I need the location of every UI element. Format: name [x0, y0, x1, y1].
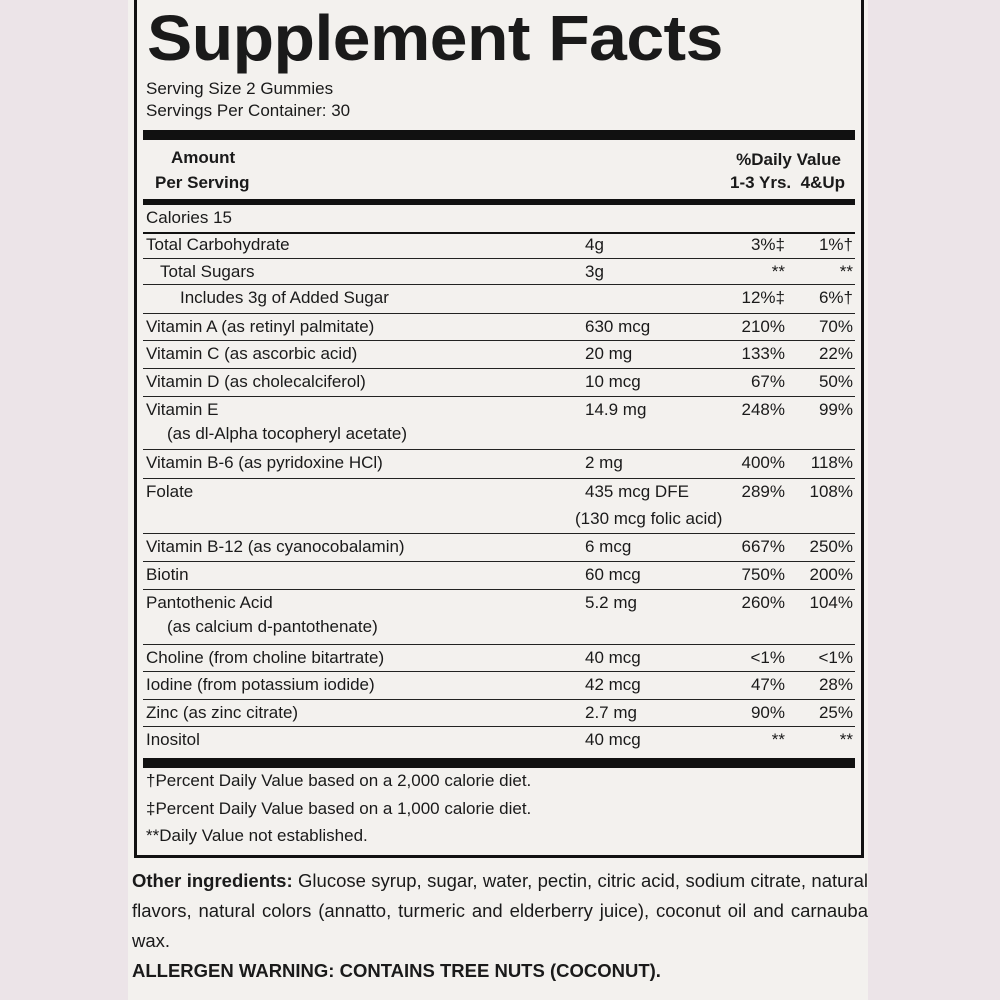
nutrient-source: (as dl-Alpha tocopheryl acetate)	[167, 424, 408, 443]
daily-value-1-3yrs: 90%	[750, 703, 785, 722]
nutrient-row	[143, 369, 855, 397]
daily-value-1-3yrs: 210%	[741, 317, 785, 336]
nutrient-name: Vitamin E	[146, 400, 219, 419]
daily-value-4up: 70%	[818, 317, 853, 336]
nutrient-name: Vitamin D (as cholecalciferol)	[146, 372, 366, 391]
daily-value-4up: 28%	[818, 675, 853, 694]
daily-value-1-3yrs: 12%‡	[741, 288, 785, 307]
thick-divider-header	[143, 199, 855, 205]
servings-per-container: Servings Per Container: 30	[146, 101, 351, 120]
daily-value-1-3yrs: 133%	[741, 344, 785, 363]
footnote-1: †Percent Daily Value based on a 2,000 calorie diet.	[146, 771, 532, 790]
nutrient-source: (as calcium d-pantothenate)	[167, 617, 378, 636]
nutrient-row	[143, 672, 855, 700]
nutrient-row	[143, 562, 855, 590]
daily-value-1-3yrs: 289%	[741, 482, 785, 501]
daily-value-4up: <1%	[818, 648, 853, 667]
other-ingredients	[132, 866, 868, 956]
nutrient-amount-detail: (130 mcg folic acid)	[575, 509, 723, 528]
nutrient-name: Vitamin B-12 (as cyanocobalamin)	[146, 537, 405, 556]
thick-divider-top	[143, 130, 855, 140]
daily-value-4up: 200%	[809, 565, 853, 584]
allergen-warning: ALLERGEN WARNING: CONTAINS TREE NUTS (COCONUT).	[132, 960, 661, 981]
nutrient-amount: 3g	[585, 262, 604, 281]
daily-value-4up: 108%	[809, 482, 853, 501]
nutrient-name: Folate	[146, 482, 194, 501]
daily-value-1-3yrs: 750%	[741, 565, 785, 584]
nutrient-amount: 435 mcg DFE	[585, 482, 689, 501]
daily-value-4up: 6%†	[818, 288, 853, 307]
daily-value-1-3yrs: **	[771, 262, 785, 281]
daily-value-1-3yrs: 47%	[750, 675, 785, 694]
daily-value-4up: 22%	[818, 344, 853, 363]
daily-value-4up: 1%†	[818, 235, 853, 254]
daily-value-4up: **	[839, 262, 853, 281]
serving-size: Serving Size 2 Gummies	[146, 79, 334, 98]
nutrient-amount: 4g	[585, 235, 604, 254]
nutrient-name: Includes 3g of Added Sugar	[180, 288, 389, 307]
nutrient-name: Choline (from choline bitartrate)	[146, 648, 385, 667]
daily-value-1-3yrs: 260%	[741, 593, 785, 612]
daily-value-4up: **	[839, 730, 853, 749]
daily-value-4up: 118%	[810, 453, 853, 472]
other-ingredients-text: Glucose syrup, sugar, water, pectin, citric acid, sodium citrate, natural flavors, natural colors (annatto, turmeric and elderberry juice), coconut oil and carnauba wax.	[132, 870, 868, 951]
daily-value-1-3yrs: **	[771, 730, 785, 749]
nutrient-name: Total Sugars	[160, 262, 255, 281]
nutrient-name: Vitamin A (as retinyl palmitate)	[146, 317, 375, 336]
nutrient-row	[143, 645, 855, 672]
nutrient-row	[143, 285, 855, 314]
daily-value-1-3yrs: 400%	[741, 453, 785, 472]
nutrient-amount: 10 mcg	[585, 372, 641, 391]
nutrient-row	[143, 479, 855, 534]
nutrient-name: Total Carbohydrate	[146, 235, 290, 254]
daily-value-1-3yrs: 248%	[741, 400, 785, 419]
nutrient-name: Iodine (from potassium iodide)	[146, 675, 375, 694]
dv-header-2: 1-3 Yrs. 4&Up	[730, 173, 845, 192]
other-ingredients-label: Other ingredients:	[132, 870, 293, 891]
nutrient-row	[143, 700, 855, 727]
daily-value-4up: 50%	[818, 372, 853, 391]
dv-header-1: %Daily Value	[736, 150, 841, 169]
nutrient-name: Inositol	[146, 730, 200, 749]
nutrient-row	[143, 314, 855, 341]
nutrient-name: Vitamin B-6 (as pyridoxine HCl)	[146, 453, 383, 472]
daily-value-1-3yrs: 667%	[741, 537, 785, 556]
daily-value-4up: 104%	[809, 593, 853, 612]
daily-value-4up: 250%	[809, 537, 853, 556]
daily-value-4up: 99%	[818, 400, 853, 419]
nutrient-amount: 6 mcg	[585, 537, 632, 556]
nutrient-row	[143, 232, 855, 259]
nutrient-amount: 40 mcg	[585, 648, 641, 667]
calories: Calories 15	[146, 208, 232, 227]
amount-header-1: Amount	[171, 148, 236, 167]
nutrient-name: Zinc (as zinc citrate)	[146, 703, 299, 722]
daily-value-1-3yrs: <1%	[750, 648, 785, 667]
amount-header-2: Per Serving	[155, 173, 250, 192]
nutrient-amount: 42 mcg	[585, 675, 641, 694]
nutrient-amount: 2 mg	[585, 453, 623, 472]
nutrient-name: Vitamin C (as ascorbic acid)	[146, 344, 358, 363]
nutrient-amount: 630 mcg	[585, 317, 651, 336]
nutrient-row	[143, 450, 855, 479]
footnote-2: ‡Percent Daily Value based on a 1,000 calorie diet.	[146, 799, 532, 818]
nutrient-row	[143, 259, 855, 285]
supplement-facts-panel	[134, 0, 864, 858]
footnote-3: **Daily Value not established.	[146, 826, 368, 845]
nutrient-amount: 5.2 mg	[585, 593, 637, 612]
nutrient-amount: 2.7 mg	[585, 703, 637, 722]
nutrient-amount: 14.9 mg	[585, 400, 647, 419]
panel-title: Supplement Facts	[147, 2, 723, 74]
nutrient-amount: 60 mcg	[585, 565, 641, 584]
nutrient-name: Pantothenic Acid	[146, 593, 273, 612]
nutrient-row	[143, 590, 855, 645]
daily-value-1-3yrs: 67%	[750, 372, 785, 391]
nutrient-amount: 20 mg	[585, 344, 633, 363]
nutrient-name: Biotin	[146, 565, 189, 584]
nutrient-row	[143, 534, 855, 562]
nutrient-row	[143, 341, 855, 369]
daily-value-4up: 25%	[818, 703, 853, 722]
daily-value-1-3yrs: 3%‡	[750, 235, 785, 254]
nutrient-row	[143, 397, 855, 450]
nutrient-amount: 40 mcg	[585, 730, 641, 749]
nutrient-row	[143, 727, 855, 758]
